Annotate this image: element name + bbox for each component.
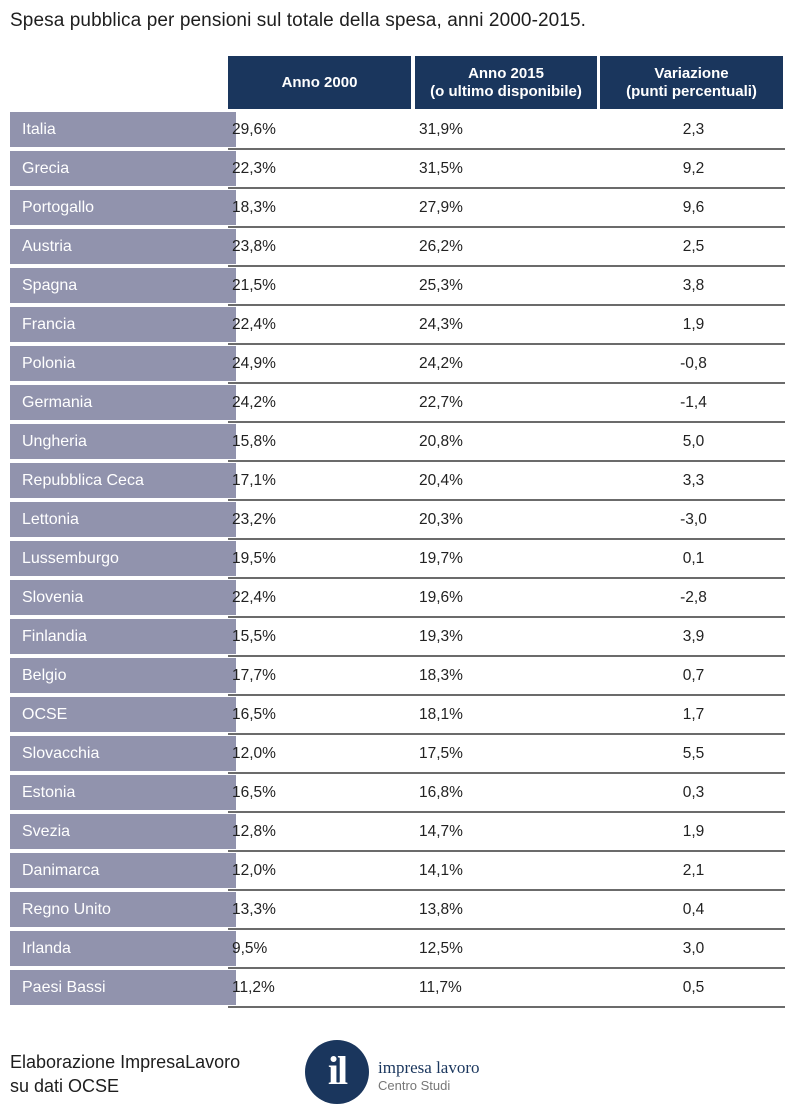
variation-cell: 0,3 [602,775,785,813]
country-cell: Germania [10,385,236,420]
variation-cell: 1,7 [602,697,785,735]
value-2000-cell: 29,6% [228,112,416,150]
variation-cell: 3,0 [602,931,785,969]
variation-cell: 2,3 [602,112,785,150]
value-2015-cell: 22,7% [416,385,605,423]
variation-cell: -0,8 [602,346,785,384]
country-cell: Slovacchia [10,736,236,771]
table-row [10,697,785,736]
country-cell: Polonia [10,346,236,381]
value-2000-cell: 12,0% [228,853,416,891]
value-2015-cell: 11,7% [416,970,605,1008]
table-row [10,853,785,892]
value-2015-cell: 14,1% [416,853,605,891]
header-anno-2000 [228,56,411,109]
variation-cell: 5,0 [602,424,785,462]
variation-cell: -3,0 [602,502,785,540]
country-cell: Slovenia [10,580,236,615]
table-row [10,229,785,268]
value-2015-cell: 20,3% [416,502,605,540]
table-row [10,424,785,463]
value-2015-cell: 12,5% [416,931,605,969]
value-2015-cell: 19,6% [416,580,605,618]
value-2015-cell: 24,3% [416,307,605,345]
logo-subtitle: Centro Studi [378,1078,451,1093]
variation-cell: -2,8 [602,580,785,618]
value-2015-cell: 18,1% [416,697,605,735]
value-2000-cell: 17,1% [228,463,416,501]
table-row [10,112,785,151]
table-row [10,190,785,229]
country-cell: Belgio [10,658,236,693]
header-variazione-label: Variazione (punti percentuali) [626,64,757,100]
source-line-1: Elaborazione ImpresaLavoro [10,1052,241,1072]
value-2015-cell: 31,5% [416,151,605,189]
value-2015-cell: 24,2% [416,346,605,384]
value-2015-cell: 25,3% [416,268,605,306]
data-table [10,112,785,1009]
country-cell: Repubblica Ceca [10,463,236,498]
country-cell: Grecia [10,151,236,186]
variation-cell: 2,1 [602,853,785,891]
value-2000-cell: 16,5% [228,775,416,813]
table-row [10,892,785,931]
variation-cell: 9,6 [602,190,785,228]
table-row [10,151,785,190]
value-2000-cell: 12,0% [228,736,416,774]
value-2015-cell: 18,3% [416,658,605,696]
country-cell: Francia [10,307,236,342]
variation-cell: 3,3 [602,463,785,501]
table-row [10,385,785,424]
value-2015-cell: 27,9% [416,190,605,228]
header-variazione [600,56,783,109]
country-cell: Lettonia [10,502,236,537]
header-anno-2015-label: Anno 2015 (o ultimo disponibile) [430,64,582,100]
variation-cell: -1,4 [602,385,785,423]
table-row [10,541,785,580]
variation-cell: 9,2 [602,151,785,189]
table-row [10,775,785,814]
page-title: Spesa pubblica per pensioni sul totale della spesa, anni 2000-2015. [10,10,587,31]
variation-cell: 0,1 [602,541,785,579]
value-2000-cell: 11,2% [228,970,416,1008]
table-row [10,463,785,502]
table-row [10,658,785,697]
variation-cell: 0,5 [602,970,785,1008]
value-2000-cell: 16,5% [228,697,416,735]
country-cell: Irlanda [10,931,236,966]
value-2000-cell: 24,9% [228,346,416,384]
value-2000-cell: 22,3% [228,151,416,189]
variation-cell: 0,4 [602,892,785,930]
country-cell: Finlandia [10,619,236,654]
table-row [10,346,785,385]
header-anno-2000-label: Anno 2000 [281,73,358,91]
value-2000-cell: 12,8% [228,814,416,852]
variation-cell: 3,9 [602,619,785,657]
value-2015-cell: 14,7% [416,814,605,852]
variation-cell: 0,7 [602,658,785,696]
country-cell: Portogallo [10,190,236,225]
country-cell: Ungheria [10,424,236,459]
source-line-2: su dati OCSE [10,1076,120,1096]
value-2000-cell: 13,3% [228,892,416,930]
value-2000-cell: 22,4% [228,580,416,618]
country-cell: Estonia [10,775,236,810]
logo-name: impresa lavoro [378,1058,480,1077]
variation-cell: 5,5 [602,736,785,774]
value-2000-cell: 15,8% [228,424,416,462]
table-row [10,970,785,1009]
header-anno-2015 [415,56,597,109]
value-2015-cell: 20,4% [416,463,605,501]
country-cell: Lussemburgo [10,541,236,576]
variation-cell: 1,9 [602,814,785,852]
country-cell: OCSE [10,697,236,732]
table-row [10,307,785,346]
value-2015-cell: 19,3% [416,619,605,657]
table-row [10,619,785,658]
value-2000-cell: 19,5% [228,541,416,579]
variation-cell: 3,8 [602,268,785,306]
country-cell: Danimarca [10,853,236,888]
value-2015-cell: 13,8% [416,892,605,930]
value-2000-cell: 17,7% [228,658,416,696]
value-2015-cell: 20,8% [416,424,605,462]
value-2000-cell: 24,2% [228,385,416,423]
table-row [10,736,785,775]
country-cell: Svezia [10,814,236,849]
value-2015-cell: 26,2% [416,229,605,267]
value-2015-cell: 31,9% [416,112,605,150]
table-row [10,580,785,619]
table-row [10,814,785,853]
value-2000-cell: 23,8% [228,229,416,267]
country-cell: Paesi Bassi [10,970,236,1005]
country-cell: Regno Unito [10,892,236,927]
table-row [10,268,785,307]
variation-cell: 1,9 [602,307,785,345]
value-2000-cell: 15,5% [228,619,416,657]
source-note [10,1050,240,1098]
value-2015-cell: 17,5% [416,736,605,774]
country-cell: Austria [10,229,236,264]
table-row [10,931,785,970]
logo-mark: il [305,1040,369,1104]
value-2015-cell: 19,7% [416,541,605,579]
value-2015-cell: 16,8% [416,775,605,813]
value-2000-cell: 23,2% [228,502,416,540]
country-cell: Italia [10,112,236,147]
table-row [10,502,785,541]
value-2000-cell: 21,5% [228,268,416,306]
value-2000-cell: 18,3% [228,190,416,228]
value-2000-cell: 22,4% [228,307,416,345]
variation-cell: 2,5 [602,229,785,267]
country-cell: Spagna [10,268,236,303]
value-2000-cell: 9,5% [228,931,416,969]
